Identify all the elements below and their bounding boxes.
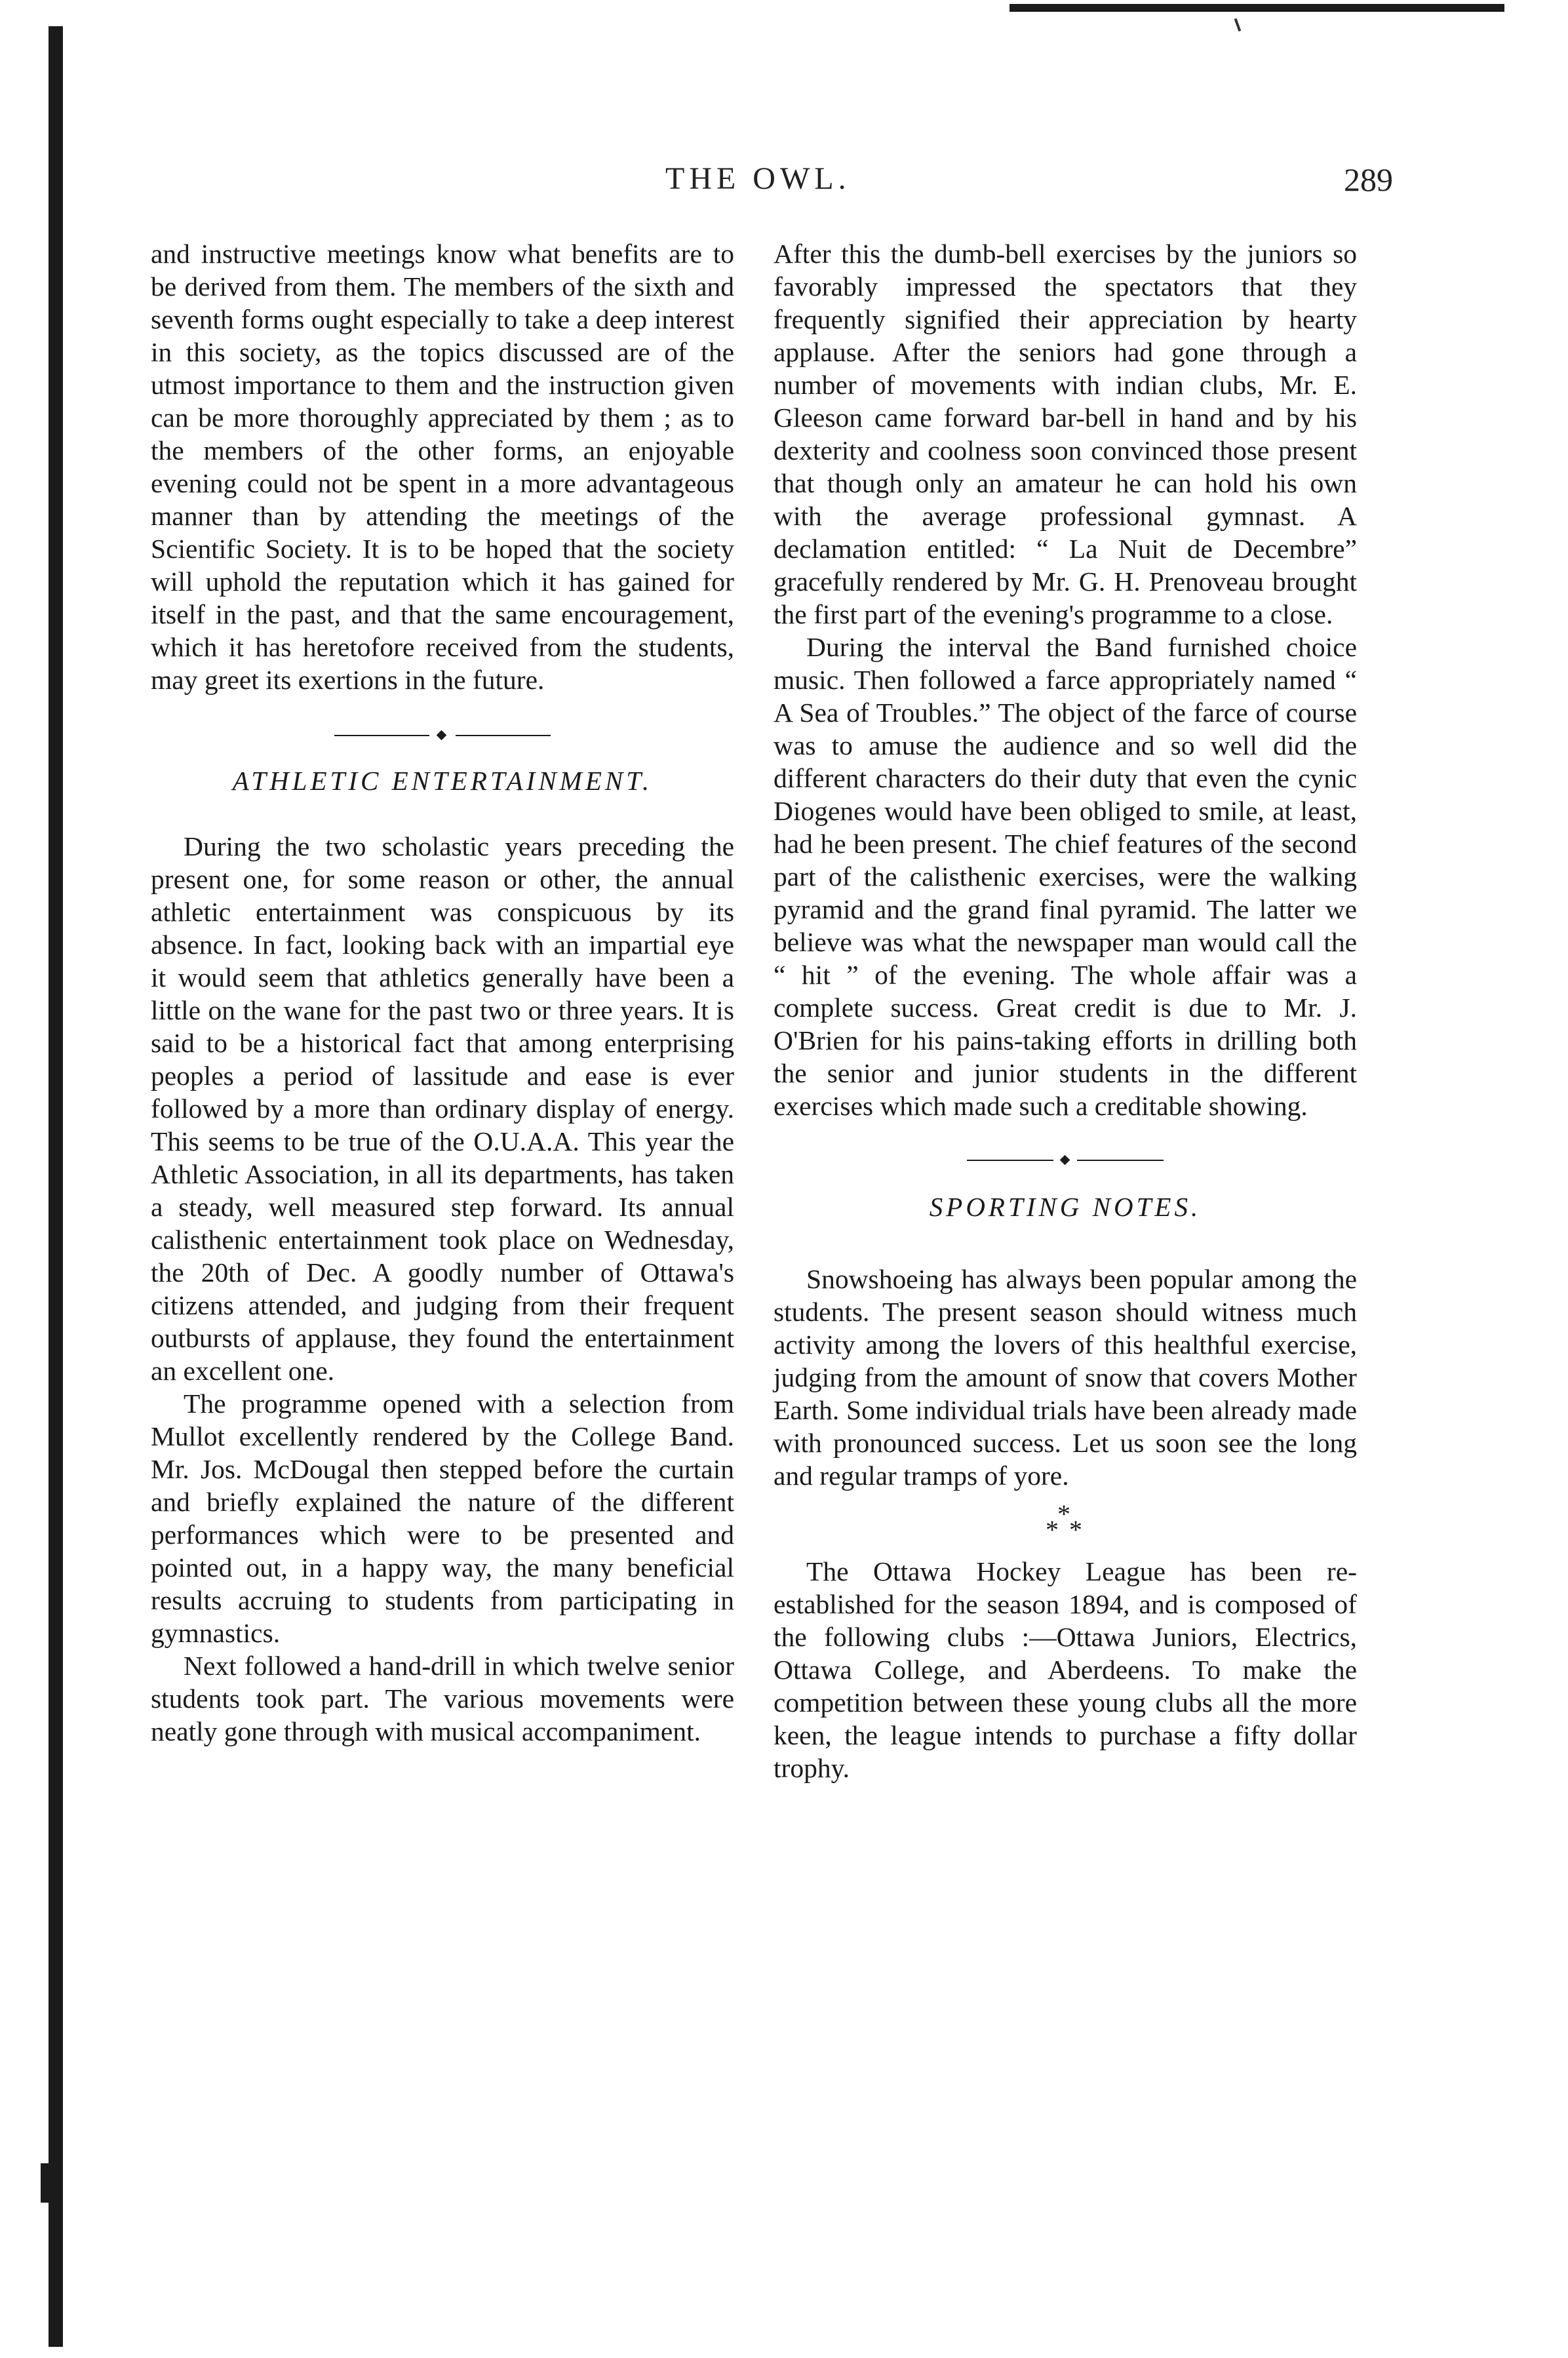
asterism-ornament: * * *: [1046, 1499, 1082, 1544]
page-number: 289: [1344, 161, 1393, 198]
athletic-paragraph-3: Next followed a hand-drill in which twelve senior students took part. The various movements were neatly gone through with musical accompaniment.: [151, 1651, 734, 1746]
gymnastics-paragraph: After this the dumb-bell exercises by the juniors so favorably impressed the spectators that they frequently signified their appreciation by hearty applause. After the seniors had gone through a number of movements with indian clubs, Mr. E. Gleeson came forward bar-bell in hand and by his dexterity and coolness soon convinced those present that though only an amateur he can hold his own with the average professional gymnast. A declamation entitled: “ La Nuit de Decembre” gracefully rendered by Mr. G. H. Prenoveau brought the first part of the evening's programme to a close.: [774, 239, 1357, 629]
page-edge-notch: [41, 2163, 51, 2203]
left-column: [151, 237, 734, 1748]
top-border-rule: [1009, 4, 1504, 12]
page-edge-bar: [49, 26, 63, 2347]
farce-paragraph: During the interval the Band furnished choice music. Then followed a farce appropriately named “ A Sea of Troubles.” The object of the farce of course was to amuse the audience and so well did the different characters do their duty that even the cynic Diogenes would have been obliged to smile, at least, had he been present. The chief features of the second part of the calisthenic exercises, were the walking pyramid and the grand final pyramid. The latter we believe was what the newspaper man would call the “ hit ” of the evening. The whole affair was a complete success. Great credit is due to Mr. J. O'Brien for his pains-taking efforts in drilling both the senior and junior students in the different exercises which made such a creditable showing.: [774, 632, 1357, 1121]
divider-ornament: [334, 729, 551, 742]
snowshoeing-paragraph: Snowshoeing has always been popular among the students. The present season should witness much activity among the lovers of this healthful exercise, judging from the amount of snow that covers Mother Earth. Some individual trials have been already made with pronounced success. Let us soon see the long and regular tramps of yore.: [774, 1264, 1357, 1491]
athletic-paragraph-1: During the two scholastic years preceding the present one, for some reason or other, the annual athletic entertainment was conspicuous by its absence. In fact, looking back with an impartial eye it would seem that athletics generally have been a little on the wane for the past two or three years. It is said to be a historical fact that among enterprising peoples a period of lassitude and ease is ever followed by a more than ordinary display of energy. This seems to be true of the O.U.A.A. This year the Athletic Association, in all its departments, has taken a steady, well measured step forward. Its annual calisthenic entertainment took place on Wednesday, the 20th of Dec. A goodly number of Ottawa's citizens attended, and judging from their frequent outbursts of applause, they found the entertainment an excellent one.: [151, 831, 734, 1386]
hockey-league-paragraph: The Ottawa Hockey League has been re-established for the season 1894, and is composed of the following clubs :—Ottawa Juniors, Electrics, Ottawa College, and Aberdeens. To make the competition between these young clubs all the more keen, the league intends to purchase a fifty dollar trophy.: [774, 1556, 1357, 1783]
right-column: [774, 237, 1357, 1784]
running-head: THE OWL.: [665, 161, 851, 196]
athletic-paragraph-2: The programme opened with a selection from Mullot excellently rendered by the College Band. Mr. Jos. McDougal then stepped before the curtain and briefly explained the nature of the different performances which were to be presented and pointed out, in a happy way, the many beneficial results accruing to students from participating in gymnastics.: [151, 1388, 734, 1648]
scientific-society-paragraph: and instructive meetings know what benefits are to be derived from them. The members of the sixth and seventh forms ought especially to take a deep interest in this society, as the topics discussed are of the utmost importance to them and the instruction given can be more thoroughly appreciated by them ; as to the members of the other forms, an enjoyable evening could not be spent in a more advantageous manner than by attending the meetings of the Scientific Society. It is to be hoped that the society will uphold the reputation which it has gained for itself in the past, and that the same encouragement, which it has heretofore received from the students, may greet its exertions in the future.: [151, 239, 734, 695]
divider-ornament: [967, 1154, 1164, 1167]
scan-tick-mark: [1234, 18, 1242, 31]
sporting-notes-heading: SPORTING NOTES.: [929, 1192, 1202, 1222]
athletic-entertainment-heading: ATHLETIC ENTERTAINMENT.: [232, 766, 653, 796]
